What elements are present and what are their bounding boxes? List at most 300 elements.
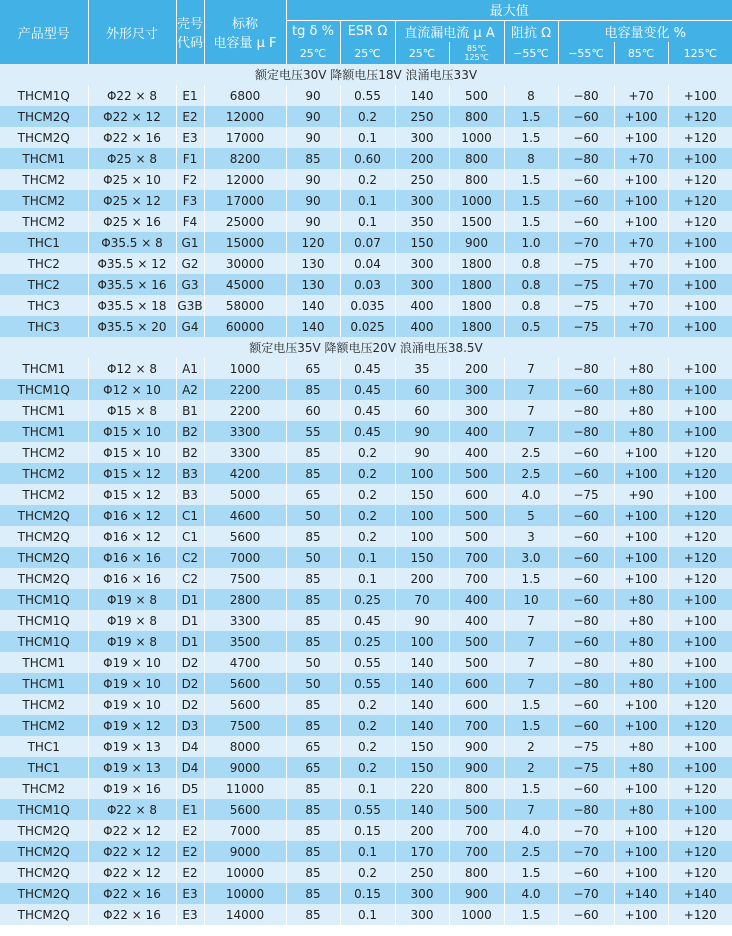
cell-cap-change-m55c: −60 — [558, 505, 614, 526]
cell-leakage-25c: 90 — [395, 610, 449, 631]
cell-capacitance: 5600 — [204, 799, 286, 820]
cell-impedance: 2 — [504, 757, 558, 778]
cell-tan-delta: 65 — [286, 358, 340, 379]
table-row — [0, 589, 732, 610]
section-title: 额定电压35V 降额电压20V 浪涌电压38.5V — [0, 337, 732, 358]
cell-cap-change-85c: +100 — [614, 169, 668, 190]
cell-leakage-85-125c: 500 — [449, 652, 504, 673]
cell-leakage-25c: 150 — [395, 757, 449, 778]
cell-tan-delta: 85 — [286, 442, 340, 463]
cell-tan-delta: 140 — [286, 316, 340, 337]
cell-cap-change-125c: +100 — [668, 400, 732, 421]
cell-tan-delta: 90 — [286, 106, 340, 127]
cell-leakage-25c: 220 — [395, 778, 449, 799]
table-row — [0, 820, 732, 841]
cell-leakage-85-125c: 1800 — [449, 253, 504, 274]
cell-leakage-85-125c: 500 — [449, 505, 504, 526]
table-row — [0, 736, 732, 757]
cell-tan-delta: 85 — [286, 526, 340, 547]
cell-size: Φ16 × 12 — [88, 505, 176, 526]
cell-capacitance: 8000 — [204, 736, 286, 757]
cell-esr: 0.04 — [340, 253, 395, 274]
cell-leakage-85-125c: 800 — [449, 169, 504, 190]
cell-leakage-85-125c: 900 — [449, 757, 504, 778]
cell-esr: 0.2 — [340, 442, 395, 463]
cell-impedance: 1.5 — [504, 211, 558, 232]
cell-impedance: 7 — [504, 610, 558, 631]
cell-tan-delta: 120 — [286, 232, 340, 253]
cell-tan-delta: 85 — [286, 610, 340, 631]
cell-cap-change-125c: +120 — [668, 526, 732, 547]
cell-leakage-85-125c: 1800 — [449, 316, 504, 337]
cell-model: THCM2 — [0, 169, 88, 190]
cell-model: THCM1 — [0, 421, 88, 442]
table-row — [0, 274, 732, 295]
cell-model: THCM2 — [0, 463, 88, 484]
header-case-code — [176, 0, 204, 64]
cell-tan-delta: 85 — [286, 589, 340, 610]
cell-cap-change-125c: +100 — [668, 379, 732, 400]
cell-esr: 0.2 — [340, 757, 395, 778]
cell-model: THCM1Q — [0, 85, 88, 106]
cell-tan-delta: 85 — [286, 820, 340, 841]
cell-case-code: D4 — [176, 736, 204, 757]
cell-cap-change-m55c: −80 — [558, 799, 614, 820]
cell-model: THCM1 — [0, 358, 88, 379]
header-capacitance — [204, 0, 286, 64]
table-row — [0, 232, 732, 253]
cell-tan-delta: 50 — [286, 547, 340, 568]
table-row — [0, 757, 732, 778]
cell-esr: 0.03 — [340, 274, 395, 295]
cell-esr: 0.2 — [340, 169, 395, 190]
cell-tan-delta: 55 — [286, 421, 340, 442]
cell-cap-change-m55c: −80 — [558, 673, 614, 694]
cell-cap-change-m55c: −80 — [558, 85, 614, 106]
cell-tan-delta: 85 — [286, 694, 340, 715]
table-row — [0, 463, 732, 484]
cell-leakage-85-125c: 700 — [449, 841, 504, 862]
cell-esr: 0.1 — [340, 211, 395, 232]
cell-leakage-25c: 250 — [395, 862, 449, 883]
cell-leakage-25c: 60 — [395, 400, 449, 421]
cell-size: Φ22 × 16 — [88, 883, 176, 904]
cell-case-code: F2 — [176, 169, 204, 190]
cell-esr: 0.45 — [340, 379, 395, 400]
cell-cap-change-85c: +80 — [614, 400, 668, 421]
cell-cap-change-85c: +80 — [614, 631, 668, 652]
cell-size: Φ25 × 12 — [88, 190, 176, 211]
cell-model: THCM1 — [0, 148, 88, 169]
cell-model: THCM2Q — [0, 547, 88, 568]
cell-size: Φ15 × 8 — [88, 400, 176, 421]
cell-leakage-85-125c: 500 — [449, 799, 504, 820]
cell-cap-change-85c: +70 — [614, 295, 668, 316]
cell-cap-change-125c: +100 — [668, 295, 732, 316]
cell-leakage-25c: 350 — [395, 211, 449, 232]
cell-impedance: 1.5 — [504, 715, 558, 736]
cell-esr: 0.55 — [340, 673, 395, 694]
table-row — [0, 862, 732, 883]
cell-cap-change-m55c: −60 — [558, 379, 614, 400]
cell-leakage-85-125c: 400 — [449, 442, 504, 463]
table-row — [0, 421, 732, 442]
table-row — [0, 106, 732, 127]
cell-esr: 0.15 — [340, 820, 395, 841]
cell-model: THCM2Q — [0, 505, 88, 526]
table-row — [0, 127, 732, 148]
cell-cap-change-125c: +100 — [668, 652, 732, 673]
cell-cap-change-125c: +100 — [668, 85, 732, 106]
cell-size: Φ19 × 8 — [88, 589, 176, 610]
table-row — [0, 778, 732, 799]
cell-tan-delta: 65 — [286, 484, 340, 505]
cell-tan-delta: 85 — [286, 379, 340, 400]
cell-model: THCM2Q — [0, 841, 88, 862]
cell-capacitance: 10000 — [204, 883, 286, 904]
cell-cap-change-m55c: −80 — [558, 610, 614, 631]
cell-model: THC3 — [0, 295, 88, 316]
cell-cap-change-125c: +120 — [668, 190, 732, 211]
cell-size: Φ19 × 12 — [88, 715, 176, 736]
cell-cap-change-m55c: −60 — [558, 694, 614, 715]
cell-cap-change-85c: +90 — [614, 484, 668, 505]
cell-tan-delta: 130 — [286, 253, 340, 274]
cell-size: Φ22 × 16 — [88, 904, 176, 925]
header-max-values: 最大值 — [286, 0, 732, 20]
cell-leakage-85-125c: 400 — [449, 421, 504, 442]
section-title: 额定电压30V 降额电压18V 浪涌电压33V — [0, 64, 732, 85]
cell-impedance: 1.5 — [504, 862, 558, 883]
cell-cap-change-m55c: −60 — [558, 631, 614, 652]
cell-cap-change-m55c: −60 — [558, 463, 614, 484]
cell-cap-change-125c: +100 — [668, 757, 732, 778]
cell-leakage-85-125c: 600 — [449, 694, 504, 715]
cond-change-85c: 85℃ — [614, 42, 668, 64]
cell-leakage-85-125c: 500 — [449, 526, 504, 547]
cell-case-code: A2 — [176, 379, 204, 400]
cell-cap-change-85c: +100 — [614, 211, 668, 232]
table-row — [0, 841, 732, 862]
cell-cap-change-125c: +100 — [668, 421, 732, 442]
cell-capacitance: 30000 — [204, 253, 286, 274]
cell-impedance: 1.5 — [504, 694, 558, 715]
cell-cap-change-125c: +120 — [668, 820, 732, 841]
cell-impedance: 1.0 — [504, 232, 558, 253]
cell-leakage-85-125c: 1500 — [449, 211, 504, 232]
cell-esr: 0.025 — [340, 316, 395, 337]
cell-leakage-25c: 170 — [395, 841, 449, 862]
header-tan-delta: tg δ % — [286, 20, 340, 42]
cell-tan-delta: 85 — [286, 148, 340, 169]
cell-leakage-25c: 200 — [395, 148, 449, 169]
cell-leakage-85-125c: 700 — [449, 715, 504, 736]
table-row — [0, 526, 732, 547]
cell-cap-change-85c: +100 — [614, 715, 668, 736]
cell-impedance: 7 — [504, 379, 558, 400]
cell-leakage-85-125c: 500 — [449, 85, 504, 106]
cell-cap-change-125c: +120 — [668, 463, 732, 484]
cell-impedance: 7 — [504, 421, 558, 442]
cell-case-code: E3 — [176, 883, 204, 904]
cell-cap-change-m55c: −75 — [558, 316, 614, 337]
cond-esr-25c: 25℃ — [340, 42, 395, 64]
cell-tan-delta: 85 — [286, 631, 340, 652]
table-row — [0, 190, 732, 211]
cell-model: THCM1Q — [0, 379, 88, 400]
cell-impedance: 1.5 — [504, 568, 558, 589]
cell-cap-change-85c: +100 — [614, 820, 668, 841]
table-row — [0, 253, 732, 274]
cell-case-code: F3 — [176, 190, 204, 211]
cell-impedance: 4.0 — [504, 484, 558, 505]
cell-cap-change-85c: +100 — [614, 106, 668, 127]
cell-cap-change-m55c: −75 — [558, 484, 614, 505]
cell-esr: 0.55 — [340, 799, 395, 820]
table-row — [0, 400, 732, 421]
cell-leakage-85-125c: 400 — [449, 589, 504, 610]
cell-model: THCM2 — [0, 715, 88, 736]
cell-tan-delta: 65 — [286, 736, 340, 757]
cell-tan-delta: 85 — [286, 463, 340, 484]
cell-tan-delta: 90 — [286, 127, 340, 148]
cell-esr: 0.2 — [340, 715, 395, 736]
cell-size: Φ35.5 × 20 — [88, 316, 176, 337]
cell-cap-change-m55c: −75 — [558, 295, 614, 316]
cell-cap-change-125c: +100 — [668, 589, 732, 610]
cell-leakage-25c: 140 — [395, 673, 449, 694]
cell-cap-change-125c: +120 — [668, 778, 732, 799]
cell-cap-change-m55c: −70 — [558, 883, 614, 904]
cell-capacitance: 2200 — [204, 400, 286, 421]
cell-capacitance: 25000 — [204, 211, 286, 232]
cell-leakage-85-125c: 1000 — [449, 127, 504, 148]
cell-cap-change-125c: +100 — [668, 736, 732, 757]
cell-impedance: 8 — [504, 85, 558, 106]
cell-esr: 0.2 — [340, 463, 395, 484]
cell-leakage-85-125c: 900 — [449, 883, 504, 904]
cell-capacitance: 9000 — [204, 841, 286, 862]
cell-esr: 0.45 — [340, 358, 395, 379]
table-row — [0, 883, 732, 904]
cell-cap-change-125c: +120 — [668, 505, 732, 526]
cell-leakage-85-125c: 200 — [449, 358, 504, 379]
cell-cap-change-125c: +120 — [668, 841, 732, 862]
table-row — [0, 673, 732, 694]
cell-case-code: D3 — [176, 715, 204, 736]
cell-cap-change-85c: +70 — [614, 148, 668, 169]
cell-tan-delta: 60 — [286, 400, 340, 421]
header-impedance: 阻抗 Ω — [504, 20, 558, 42]
cell-model: THCM2 — [0, 211, 88, 232]
cell-impedance: 1.5 — [504, 904, 558, 925]
cell-leakage-85-125c: 500 — [449, 631, 504, 652]
cond-leak-85c: 85℃ — [466, 44, 487, 53]
cell-tan-delta: 85 — [286, 715, 340, 736]
cell-impedance: 8 — [504, 148, 558, 169]
cell-size: Φ19 × 13 — [88, 757, 176, 778]
cell-leakage-25c: 60 — [395, 379, 449, 400]
cell-model: THC2 — [0, 253, 88, 274]
cell-capacitance: 45000 — [204, 274, 286, 295]
cell-size: Φ22 × 8 — [88, 799, 176, 820]
cell-leakage-25c: 140 — [395, 652, 449, 673]
cell-model: THC1 — [0, 757, 88, 778]
cell-model: THCM2 — [0, 778, 88, 799]
cell-tan-delta: 65 — [286, 757, 340, 778]
cell-cap-change-85c: +100 — [614, 463, 668, 484]
cell-impedance: 7 — [504, 400, 558, 421]
cell-leakage-25c: 400 — [395, 316, 449, 337]
cell-cap-change-m55c: −60 — [558, 715, 614, 736]
cell-tan-delta: 50 — [286, 673, 340, 694]
cell-cap-change-m55c: −60 — [558, 442, 614, 463]
cell-impedance: 1.5 — [504, 778, 558, 799]
cell-leakage-25c: 100 — [395, 505, 449, 526]
cell-capacitance: 6800 — [204, 85, 286, 106]
cell-size: Φ15 × 12 — [88, 484, 176, 505]
cell-size: Φ19 × 8 — [88, 631, 176, 652]
cell-cap-change-125c: +100 — [668, 610, 732, 631]
cell-model: THC3 — [0, 316, 88, 337]
cell-leakage-85-125c: 800 — [449, 862, 504, 883]
cell-tan-delta: 85 — [286, 904, 340, 925]
cell-esr: 0.1 — [340, 190, 395, 211]
cell-size: Φ35.5 × 8 — [88, 232, 176, 253]
cell-model: THCM2Q — [0, 127, 88, 148]
cell-esr: 0.1 — [340, 127, 395, 148]
cell-case-code: D2 — [176, 694, 204, 715]
cell-impedance: 4.0 — [504, 883, 558, 904]
cell-size: Φ35.5 × 18 — [88, 295, 176, 316]
cell-capacitance: 10000 — [204, 862, 286, 883]
cell-leakage-25c: 250 — [395, 169, 449, 190]
cell-capacitance: 5600 — [204, 526, 286, 547]
cell-cap-change-125c: +120 — [668, 211, 732, 232]
cell-leakage-85-125c: 1800 — [449, 274, 504, 295]
table-row — [0, 442, 732, 463]
table-row — [0, 505, 732, 526]
cell-esr: 0.2 — [340, 505, 395, 526]
cell-size: Φ35.5 × 12 — [88, 253, 176, 274]
cell-capacitance: 17000 — [204, 127, 286, 148]
cell-cap-change-85c: +80 — [614, 589, 668, 610]
cell-capacitance: 17000 — [204, 190, 286, 211]
table-body — [0, 64, 732, 925]
cell-case-code: E1 — [176, 85, 204, 106]
cell-capacitance: 5600 — [204, 673, 286, 694]
cell-model: THCM1Q — [0, 610, 88, 631]
cell-leakage-25c: 100 — [395, 631, 449, 652]
cell-impedance: 2.5 — [504, 841, 558, 862]
cell-cap-change-125c: +120 — [668, 715, 732, 736]
cell-leakage-25c: 300 — [395, 883, 449, 904]
cell-cap-change-85c: +70 — [614, 85, 668, 106]
cell-cap-change-125c: +100 — [668, 274, 732, 295]
cell-cap-change-85c: +80 — [614, 652, 668, 673]
cell-tan-delta: 50 — [286, 505, 340, 526]
cell-impedance: 5 — [504, 505, 558, 526]
header-size: 外形尺寸 — [88, 0, 176, 64]
cell-impedance: 10 — [504, 589, 558, 610]
cell-leakage-85-125c: 600 — [449, 673, 504, 694]
cell-cap-change-125c: +140 — [668, 883, 732, 904]
cell-cap-change-85c: +70 — [614, 253, 668, 274]
cell-capacitance: 60000 — [204, 316, 286, 337]
cell-case-code: B3 — [176, 463, 204, 484]
table-row — [0, 85, 732, 106]
cell-cap-change-m55c: −80 — [558, 358, 614, 379]
section-header-row — [0, 337, 732, 358]
cell-cap-change-125c: +120 — [668, 127, 732, 148]
cell-leakage-85-125c: 800 — [449, 778, 504, 799]
cell-tan-delta: 90 — [286, 85, 340, 106]
cell-case-code: G1 — [176, 232, 204, 253]
cell-esr: 0.25 — [340, 589, 395, 610]
cell-cap-change-125c: +100 — [668, 316, 732, 337]
cell-cap-change-m55c: −75 — [558, 736, 614, 757]
cell-capacitance: 3300 — [204, 442, 286, 463]
cell-leakage-25c: 400 — [395, 295, 449, 316]
cell-size: Φ15 × 10 — [88, 421, 176, 442]
cell-impedance: 1.5 — [504, 169, 558, 190]
cell-model: THCM2Q — [0, 820, 88, 841]
cell-model: THCM2Q — [0, 106, 88, 127]
cell-tan-delta: 50 — [286, 652, 340, 673]
cell-cap-change-85c: +100 — [614, 694, 668, 715]
table-row — [0, 316, 732, 337]
cell-size: Φ16 × 16 — [88, 568, 176, 589]
cell-cap-change-m55c: −80 — [558, 400, 614, 421]
cell-size: Φ25 × 8 — [88, 148, 176, 169]
cell-cap-change-125c: +100 — [668, 673, 732, 694]
cell-case-code: F4 — [176, 211, 204, 232]
cell-leakage-25c: 300 — [395, 274, 449, 295]
cell-esr: 0.2 — [340, 526, 395, 547]
cell-impedance: 2.5 — [504, 442, 558, 463]
cell-case-code: E3 — [176, 904, 204, 925]
cell-model: THCM2Q — [0, 568, 88, 589]
cell-cap-change-m55c: −80 — [558, 148, 614, 169]
cell-case-code: B1 — [176, 400, 204, 421]
cell-cap-change-85c: +100 — [614, 127, 668, 148]
cell-leakage-25c: 100 — [395, 526, 449, 547]
cell-capacitance: 5600 — [204, 694, 286, 715]
cell-cap-change-m55c: −70 — [558, 820, 614, 841]
cell-case-code: C1 — [176, 505, 204, 526]
cell-leakage-25c: 140 — [395, 85, 449, 106]
cell-impedance: 1.5 — [504, 127, 558, 148]
cell-cap-change-85c: +100 — [614, 526, 668, 547]
table-row — [0, 610, 732, 631]
cell-case-code: E3 — [176, 127, 204, 148]
cell-capacitance: 14000 — [204, 904, 286, 925]
cell-cap-change-125c: +100 — [668, 232, 732, 253]
cell-impedance: 4.0 — [504, 820, 558, 841]
cond-change-m55c: −55℃ — [558, 42, 614, 64]
cell-leakage-85-125c: 800 — [449, 148, 504, 169]
table-row — [0, 694, 732, 715]
cell-esr: 0.2 — [340, 484, 395, 505]
cell-esr: 0.55 — [340, 85, 395, 106]
cell-case-code: D1 — [176, 610, 204, 631]
header-leakage: 直流漏电流 μ A — [395, 20, 504, 42]
cell-capacitance: 7000 — [204, 820, 286, 841]
table-row — [0, 169, 732, 190]
cell-cap-change-85c: +80 — [614, 757, 668, 778]
cell-model: THCM2Q — [0, 526, 88, 547]
cell-leakage-85-125c: 1000 — [449, 904, 504, 925]
